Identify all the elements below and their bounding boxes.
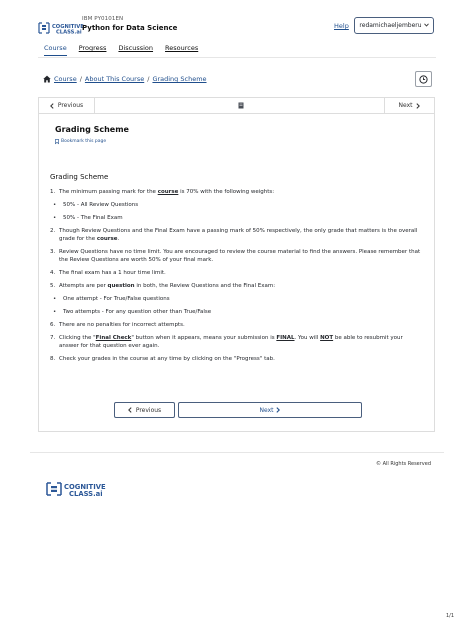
list-item: • 50% - All Review Questions (50, 201, 422, 209)
chevron-left-icon (128, 407, 132, 413)
bookmark-label: Bookmark this page (61, 139, 107, 144)
chevron-right-icon (416, 103, 420, 109)
bookmark-button[interactable] (55, 139, 106, 144)
breadcrumb-about[interactable]: About This Course (84, 75, 145, 83)
sequence-previous-button[interactable] (39, 98, 95, 113)
tab-resources[interactable]: Resources (165, 44, 199, 52)
bookmark-icon (55, 139, 59, 144)
bullet-list (50, 295, 422, 316)
breadcrumb-current[interactable]: Grading Scheme (152, 75, 207, 83)
next-button[interactable] (178, 402, 362, 418)
svg-text:CLASS.ai: CLASS.ai (69, 490, 103, 498)
home-icon[interactable] (43, 75, 51, 83)
svg-text:CLASS.ai: CLASS.ai (56, 29, 82, 36)
list-item: • Two attempts - For any question other than True/False (50, 308, 422, 316)
copyright: © All Rights Reserved (376, 461, 432, 467)
cognitive-class-logo[interactable] (38, 21, 84, 36)
list-item: 3. Review Questions have no time limit. You are encouraged to review the course material to find the answers. Please remember that the Review Questions are worth 50% of your final mark. (50, 249, 421, 263)
dates-button[interactable] (415, 71, 432, 87)
list-item: 5. Attempts are per question in both, the Review Questions and the Final Exam: (50, 283, 276, 289)
list-item: 8. Check your grades in the course at any time by clicking on the "Progress" tab. (50, 356, 275, 362)
sequence-previous-label: Previous (57, 102, 84, 109)
svg-text:COGNITIVE: COGNITIVE (64, 483, 106, 491)
sequence-next-label: Next (398, 102, 413, 109)
list-item: 2. Though Review Questions and the Final Exam have a passing mark of 50% respectively, the only grade that matters is the overall grade for the course. (50, 228, 418, 242)
grading-list (50, 188, 422, 368)
sequence-nav (38, 97, 435, 114)
breadcrumb (43, 75, 207, 83)
footer-divider (30, 452, 444, 453)
course-nav (44, 44, 198, 56)
chevron-left-icon (50, 103, 54, 109)
unit-title: Grading Scheme (55, 125, 129, 134)
breadcrumb-course[interactable]: Course (54, 75, 77, 83)
list-item: 1. The minimum passing mark for the course is 70% with the following weights: (50, 189, 275, 195)
clock-icon (419, 75, 428, 84)
next-label: Next (259, 406, 274, 414)
help-link[interactable]: Help (334, 22, 349, 30)
list-item: 4. The final exam has a 1 hour time limit. (50, 270, 166, 276)
course-code: IBM PY0101EN (82, 16, 124, 22)
nav-divider (38, 57, 436, 58)
course-title: Python for Data Science (82, 24, 178, 32)
list-item: 6. There are no penalties for incorrect attempts. (50, 322, 185, 328)
user-menu-button[interactable] (354, 17, 434, 34)
tab-discussion[interactable]: Discussion (118, 44, 154, 52)
breadcrumb-separator: / (147, 75, 150, 83)
username: redamichaeljemberu (359, 22, 422, 29)
bullet-list (50, 201, 422, 222)
book-icon[interactable] (238, 102, 244, 109)
breadcrumb-separator: / (79, 75, 82, 83)
page-number: 1/1 (446, 613, 455, 619)
sequence-next-button[interactable] (384, 98, 434, 113)
list-item: • One attempt - For True/False questions (50, 295, 422, 303)
tab-progress[interactable]: Progress (78, 44, 107, 52)
unit-content (38, 114, 435, 432)
svg-text:COGNITIVE: COGNITIVE (52, 24, 84, 30)
previous-button[interactable] (114, 402, 175, 418)
chevron-right-icon (276, 407, 280, 413)
previous-label: Previous (135, 406, 162, 414)
tab-course[interactable]: Course (44, 44, 67, 56)
footer-logo[interactable] (46, 481, 112, 497)
list-item: • 50% - The Final Exam (50, 214, 422, 222)
section-heading: Grading Scheme (50, 173, 109, 181)
chevron-down-icon (424, 23, 429, 29)
list-item: 7. Clicking the "Final Check" button when it appears, means your submission is FINAL. You will NOT be able to resubmit your answer for that question ever again. (50, 335, 403, 349)
